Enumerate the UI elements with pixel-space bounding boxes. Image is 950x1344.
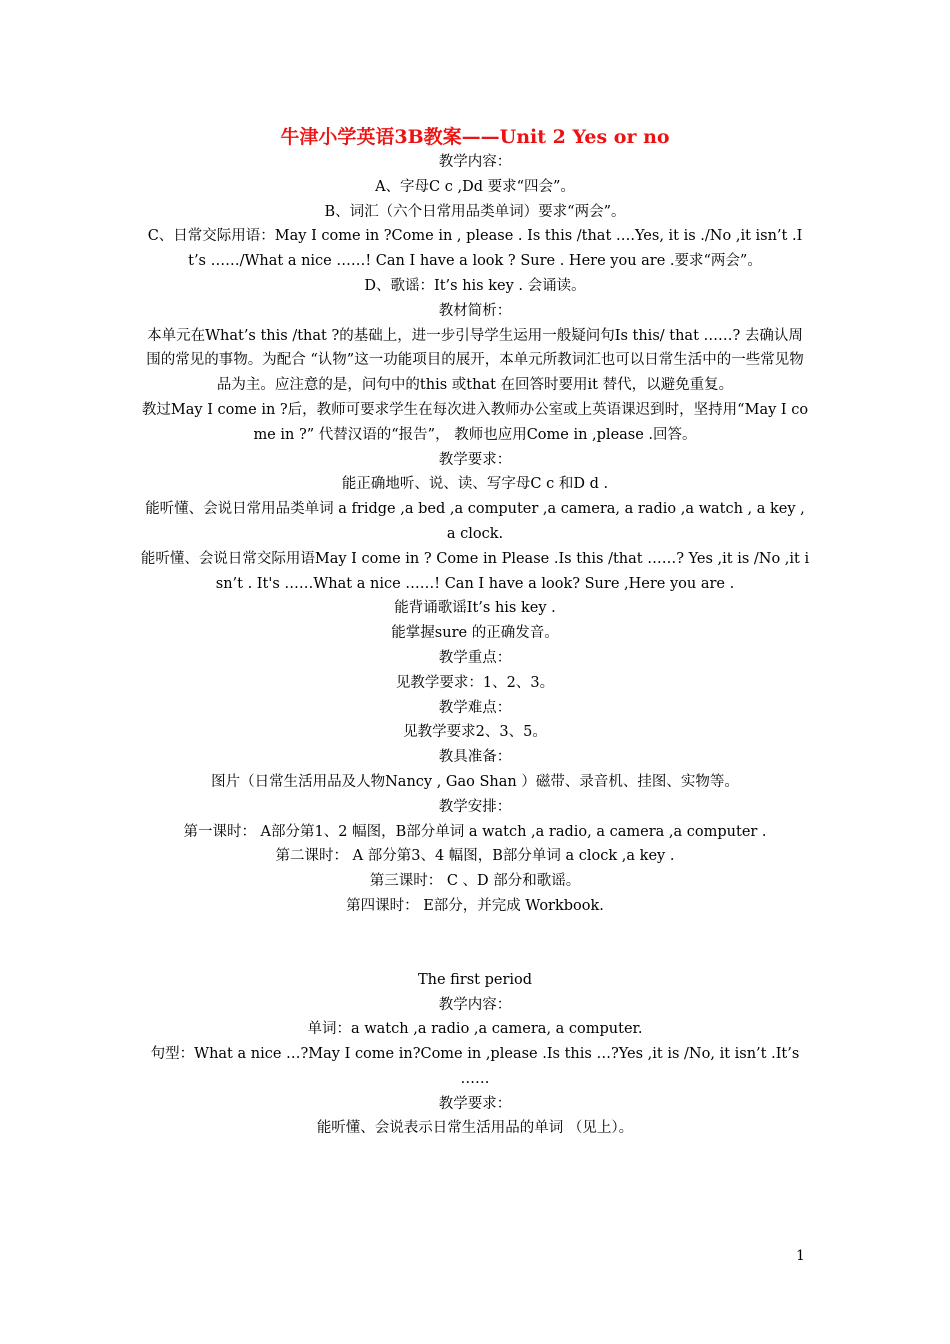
page-content [140,124,810,1141]
first-period-line: 能听懂、会说表示日常生活用品的单词 （见上）。 [316,1120,634,1137]
overview-line: 能掌握sure 的正确发音。 [391,625,559,642]
overview-line: 能听懂、会说日常用品类单词 a fridge ,a bed ,a computer ,a camera, a radio ,a watch , a key , a clock. [145,501,805,542]
overview-line: 教过May I come in ?后，教师可要求学生在每次进入教师办公室或上英语课迟到时，坚持用“May I come in ?” 代替汉语的“报告”， 教师也应用Come in ,please .回答。 [141,401,809,443]
overview-line: D、歌谣：It’s his key . 会诵读。 [364,277,586,294]
overview-line: 第二课时： A 部分第3、4 幅图，B部分单词 a clock ,a key . [275,848,675,865]
overview-line: 见教学要求2、3、5。 [403,724,547,741]
overview-line: 第三课时： C 、D 部分和歌谣。 [369,873,581,890]
first-period-section [140,968,810,1142]
overview-line: C、日常交际用语：May I come in ?Come in , please . Is this /that ….Yes, it is ./No ,it isn’t .It’s ……/What a nice ……! Can I have a look ? Sure . Here you are .要求“两会”。 [147,228,803,270]
overview-line: 教学难点： [438,699,512,716]
overview-line: 能听懂、会说日常交际用语May I come in ? Come in Please .Is this /that ……? Yes ,it is /No ,it isn’t . It's ……What a nice ……! Can I have a look? Sure ,Here you are . [140,550,810,592]
overview-line: 教具准备： [438,749,512,766]
lesson-overview-section [140,150,810,919]
overview-line: B、词汇（六个日常用品类单词）要求“两会”。 [324,203,626,220]
overview-line: 第一课时： A部分第1、2 幅图，B部分单词 a watch ,a radio, a camera ,a computer . [183,823,767,840]
page-number: 1 [796,1248,805,1264]
overview-line: 教学重点： [438,649,512,666]
overview-line: 教学内容： [438,154,512,170]
first-period-line: 教学要求： [438,1095,512,1112]
first-period-line: 教学内容： [438,996,512,1013]
overview-line: 能背诵歌谣It’s his key . [394,600,556,617]
first-period-line: 单词：a watch ,a radio ,a camera, a computer. [307,1021,643,1038]
overview-line: 本单元在What’s this /that ?的基础上，进一步引导学生运用一般疑问句Is this/ that ……? 去确认周围的常见的事物。为配合 “认物”这一功能项目的展开，本单元所教词汇也可以日常生活中的一些常见物品为主。应注意的是，问句中的this 或that 在回答时要用it 替代，以避免重复。 [146,327,804,394]
overview-line: A、字母C c ,Dd 要求“四会”。 [375,178,575,195]
overview-line: 第四课时： E部分，并完成 Workbook. [346,897,604,914]
overview-line: 教材简析： [438,302,512,319]
overview-line: 能正确地听、说、读、写字母C c 和D d . [341,476,609,493]
first-period-line: The first period [417,971,533,988]
overview-line: 教学要求： [438,451,512,468]
first-period-line: 句型：What a nice …?May I come in?Come in ,please .Is this …?Yes ,it is /No, it isn’t .It’s …… [150,1046,800,1087]
overview-line: 见教学要求：1、2、3。 [395,674,555,691]
overview-line: 图片（日常生活用品及人物Nancy , Gao Shan ）磁带、录音机、挂图、实物等。 [211,773,739,790]
document-title: 牛津小学英语3B教案——Unit 2 Yes or no [280,126,670,148]
overview-line: 教学安排： [438,798,512,815]
section-spacer [140,919,810,968]
